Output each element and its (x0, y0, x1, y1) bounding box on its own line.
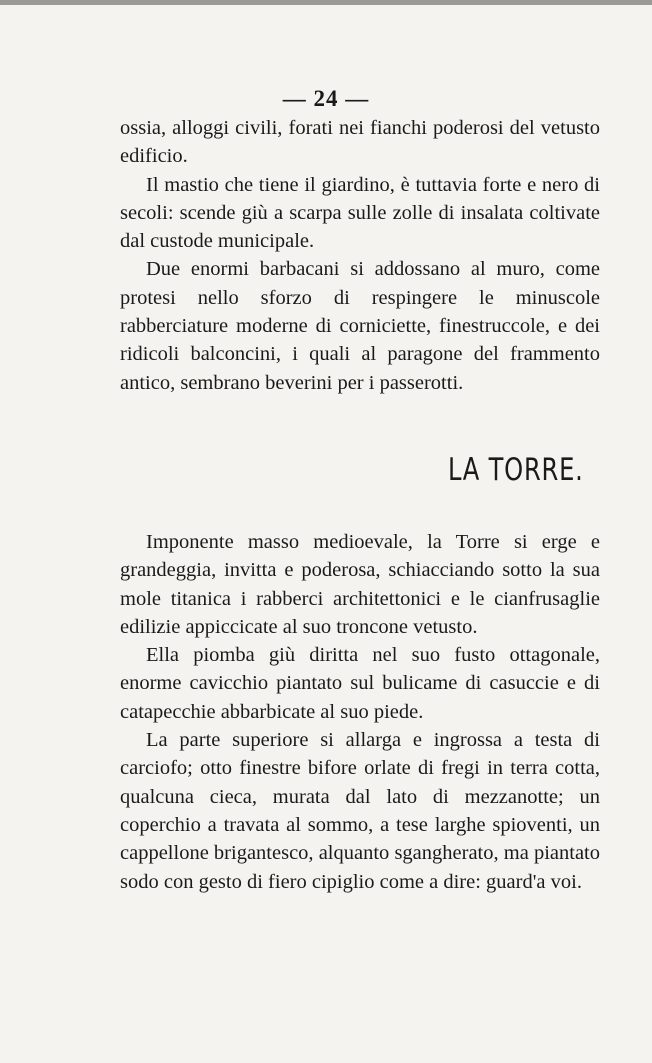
section-paragraph-1: Imponente masso medioevale, la Torre si erge e grandeggia, invitta e poderosa, schiacciando sotto la sua mole titanica i rabberci architettonici e le cianfrusaglie edilizie appiccicate al suo troncone vetusto. (120, 531, 600, 638)
section-text (120, 528, 600, 896)
section-paragraph-2: Ella piomba giù diritta nel suo fusto ottagonale, enorme cavicchio piantato sul bulicame di casuccie e di catapecchie abbarbicate al suo piede. (120, 644, 600, 723)
section-title: LA TORRE. (448, 452, 584, 488)
page-number: — 24 — (282, 86, 370, 111)
page-top-edge (0, 0, 652, 5)
intro-paragraph-1: ossia, alloggi civili, forati nei fianchi poderosi del vetusto edificio. (120, 117, 600, 168)
intro-paragraph-3: Due enormi barbacani si addossano al muro, come protesi nello sforzo di respingere le minuscole rabberciature moderne di corniciette, finestruccole, e dei ridicoli balconcini, i quali al paragone del frammento antico, sembrano beverini per i passerotti. (120, 258, 600, 394)
section-paragraph-3: La parte superiore si allarga e ingrossa a testa di carciofo; otto finestre bifore orlate di fregi in terra cotta, qualcuna cieca, murata dal lato di mezzanotte; un coperchio a travata al sommo, a tese larghe spioventi, un cappellone brigantesco, alquanto sgangherato, ma piantato sodo con gesto di fiero cipiglio come a dire: guard'a voi. (120, 729, 600, 893)
intro-text (120, 114, 600, 397)
intro-paragraph-2: Il mastio che tiene il giardino, è tuttavia forte e nero di secoli: scende giù a scarpa sulle zolle di insalata coltivate dal custode municipale. (120, 173, 600, 253)
